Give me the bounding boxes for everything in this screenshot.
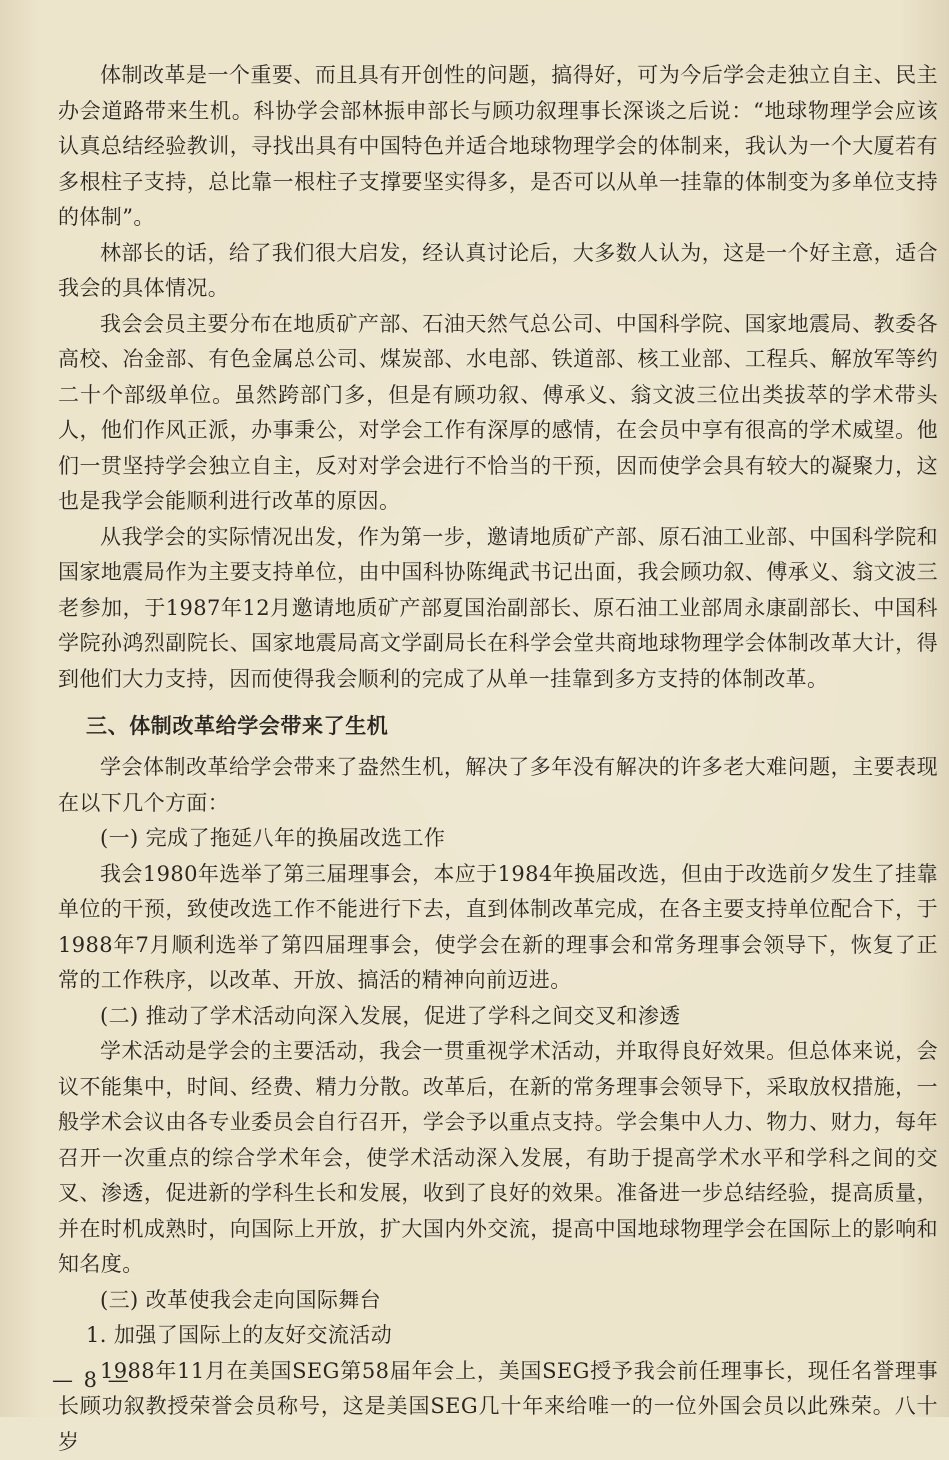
- page-content: [58, 58, 938, 1460]
- page-number: — 8 —: [52, 1368, 131, 1392]
- subsection-2-title: (二) 推动了学术活动向深入发展，促进了学科之间交叉和渗透: [58, 999, 938, 1035]
- paragraph-member-distribution: 我会会员主要分布在地质矿产部、石油天然气总公司、中国科学院、国家地震局、教委各高校、冶金部、有色金属总公司、煤炭部、水电部、铁道部、核工业部、工程兵、解放军等约二十个部级单位。虽然跨部门多，但是有顾功叙、傅承义、翁文波三位出类拔萃的学术带头人，他们作风正派，办事秉公，对学会工作有深厚的感情，在会员中享有很高的学术威望。他们一贯坚持学会独立自主，反对对学会进行不恰当的干预，因而使学会具有较大的凝聚力，这也是我学会能顺利进行改革的原因。: [58, 307, 938, 520]
- subsection-2-text: 学术活动是学会的主要活动，我会一贯重视学术活动，并取得良好效果。但总体来说，会议不能集中，时间、经费、精力分散。改革后，在新的常务理事会领导下，采取放权措施，一般学术会议由各专业委员会自行召开，学会予以重点支持。学会集中人力、物力、财力，每年召开一次重点的综合学术年会，使学术活动深入发展，有助于提高学术水平和学科之间的交叉、渗透，促进新的学科生长和发展，收到了良好的效果。准备进一步总结经验，提高质量，并在时机成熟时，向国际上开放，扩大国内外交流，提高中国地球物理学会在国际上的影响和知名度。: [58, 1034, 938, 1283]
- section-intro: 学会体制改革给学会带来了盎然生机，解决了多年没有解决的许多老大难问题，主要表现在以下几个方面：: [58, 750, 938, 821]
- paragraph-minister-words: 林部长的话，给了我们很大启发，经认真讨论后，大多数人认为，这是一个好主意，适合我会的具体情况。: [58, 236, 938, 307]
- subsection-3-title: (三) 改革使我会走向国际舞台: [58, 1283, 938, 1319]
- item-1-text: 1988年11月在美国SEG第58届年会上，美国SEG授予我会前任理事长，现任名誉理事长顾功叙教授荣誉会员称号，这是美国SEG几十年来给唯一的一位外国会员以此殊荣。八十岁: [58, 1354, 938, 1460]
- paragraph-reform-importance: 体制改革是一个重要、而且具有开创性的问题，搞得好，可为今后学会走独立自主、民主办会道路带来生机。科协学会部林振申部长与顾功叙理事长深谈之后说：“地球物理学会应该认真总结经验教训，寻找出具有中国特色并适合地球物理学会的体制来，我认为一个大厦若有多根柱子支持，总比靠一根柱子支撑要坚实得多，是否可以从单一挂靠的体制变为多单位支持的体制”。: [58, 58, 938, 236]
- subsection-1-title: (一) 完成了拖延八年的换届改选工作: [58, 821, 938, 857]
- item-1-title: 1. 加强了国际上的友好交流活动: [58, 1318, 938, 1354]
- section-heading: 三、体制改革给学会带来了生机: [58, 709, 938, 744]
- subsection-1-text: 我会1980年选举了第三届理事会，本应于1984年换届改选，但由于改选前夕发生了挂靠单位的干预，致使改选工作不能进行下去，直到体制改革完成，在各主要支持单位配合下，于1988年7月顺利选举了第四届理事会，使学会在新的理事会和常务理事会领导下，恢复了正常的工作秩序，以改革、开放、搞活的精神向前迈进。: [58, 857, 938, 999]
- paragraph-first-step: 从我学会的实际情况出发，作为第一步，邀请地质矿产部、原石油工业部、中国科学院和国家地震局作为主要支持单位，由中国科协陈绳武书记出面，我会顾功叙、傅承义、翁文波三老参加，于1987年12月邀请地质矿产部夏国治副部长、原石油工业部周永康副部长、中国科学院孙鸿烈副院长、国家地震局高文学副局长在科学会堂共商地球物理学会体制改革大计，得到他们大力支持，因而使得我会顺利的完成了从单一挂靠到多方支持的体制改革。: [58, 520, 938, 698]
